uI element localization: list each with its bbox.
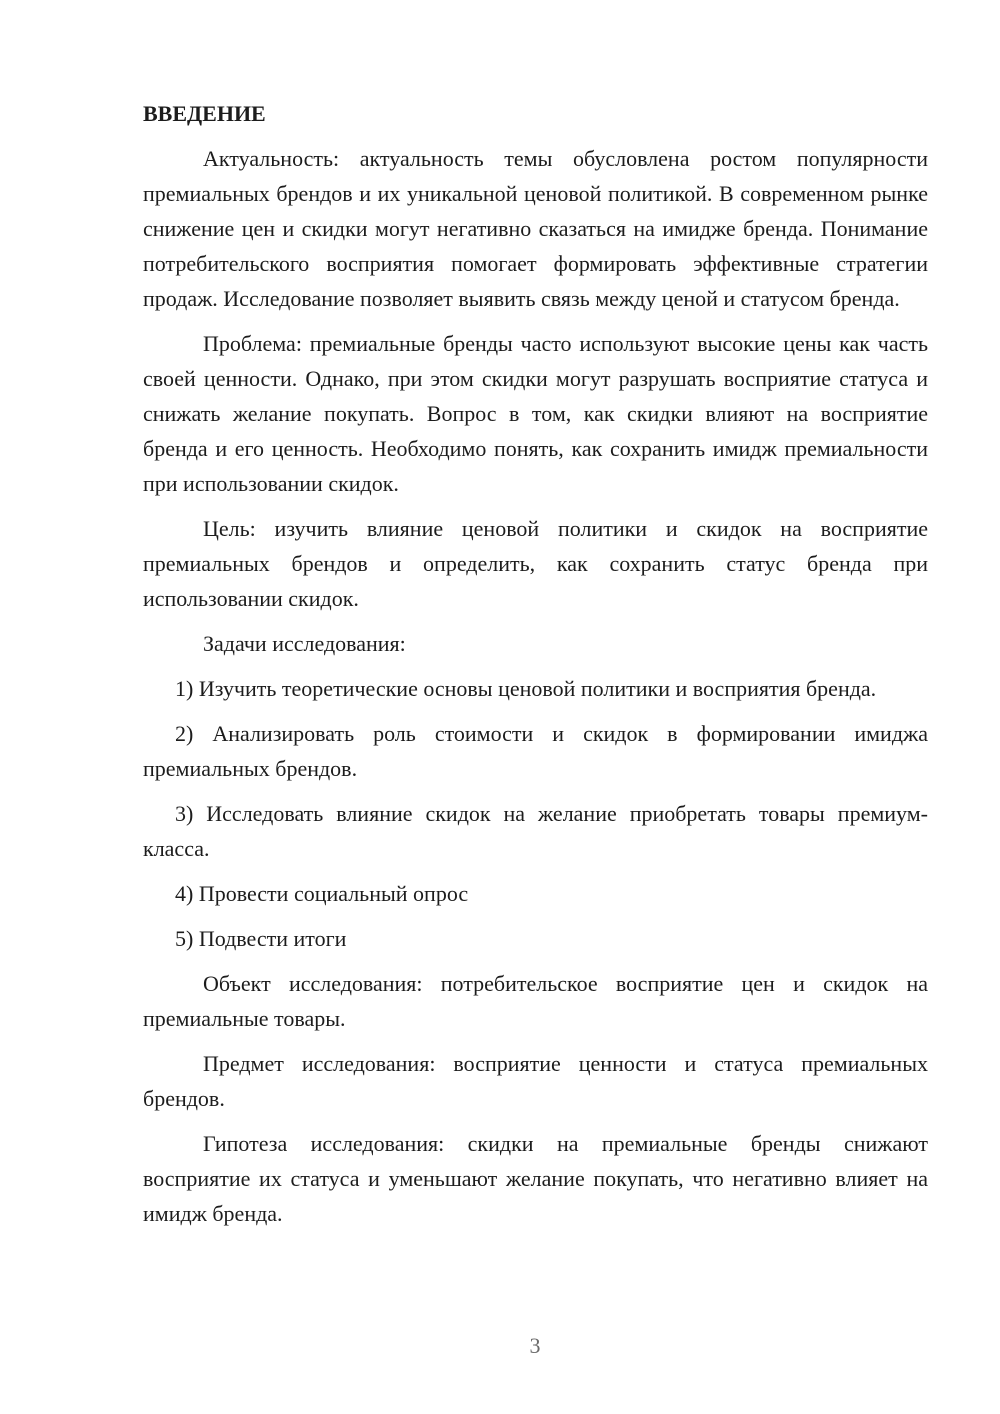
tasks-heading: Задачи исследования: xyxy=(203,631,406,656)
page-number: 3 xyxy=(529,1333,541,1358)
task-item-4: 4) Провести социальный опрос xyxy=(175,881,469,906)
object-paragraph: Объект исследования: потребительское восприятие цен и скидок на премиальные товары. xyxy=(143,971,928,1031)
task-item-1: 1) Изучить теоретические основы ценовой политики и восприятия бренда. xyxy=(175,676,877,701)
relevance-paragraph: Актуальность: актуальность темы обусловлена ростом популярности премиальных брендов и их уникальной ценовой политикой. В современном рынке снижение цен и скидки могут негативно сказаться на имидже бренда. Понимание потребительского восприятия помогает формировать эффективные стратегии продаж. Исследование позволяет выявить связь между ценой и статусом бренда. xyxy=(143,146,928,311)
hypothesis-paragraph: Гипотеза исследования: скидки на премиальные бренды снижают восприятие их статуса и уменьшают желание покупать, что негативно влияет на имидж бренда. xyxy=(143,1131,928,1226)
page-content xyxy=(143,96,928,1231)
task-item-2: 2) Анализировать роль стоимости и скидок в формировании имиджа премиальных брендов. xyxy=(143,721,928,781)
task-item-3: 3) Исследовать влияние скидок на желание приобретать товары премиум-класса. xyxy=(143,801,928,861)
section-heading: ВВЕДЕНИЕ xyxy=(143,101,266,126)
goal-paragraph: Цель: изучить влияние ценовой политики и скидок на восприятие премиальных брендов и определить, как сохранить статус бренда при использовании скидок. xyxy=(143,516,928,611)
problem-paragraph: Проблема: премиальные бренды часто используют высокие цены как часть своей ценности. Однако, при этом скидки могут разрушать восприятие статуса и снижать желание покупать. Вопрос в том, как скидки влияют на восприятие бренда и его ценность. Необходимо понять, как сохранить имидж премиальности при использовании скидок. xyxy=(143,331,928,496)
subject-paragraph: Предмет исследования: восприятие ценности и статуса премиальных брендов. xyxy=(143,1051,928,1111)
task-item-5: 5) Подвести итоги xyxy=(175,926,347,951)
